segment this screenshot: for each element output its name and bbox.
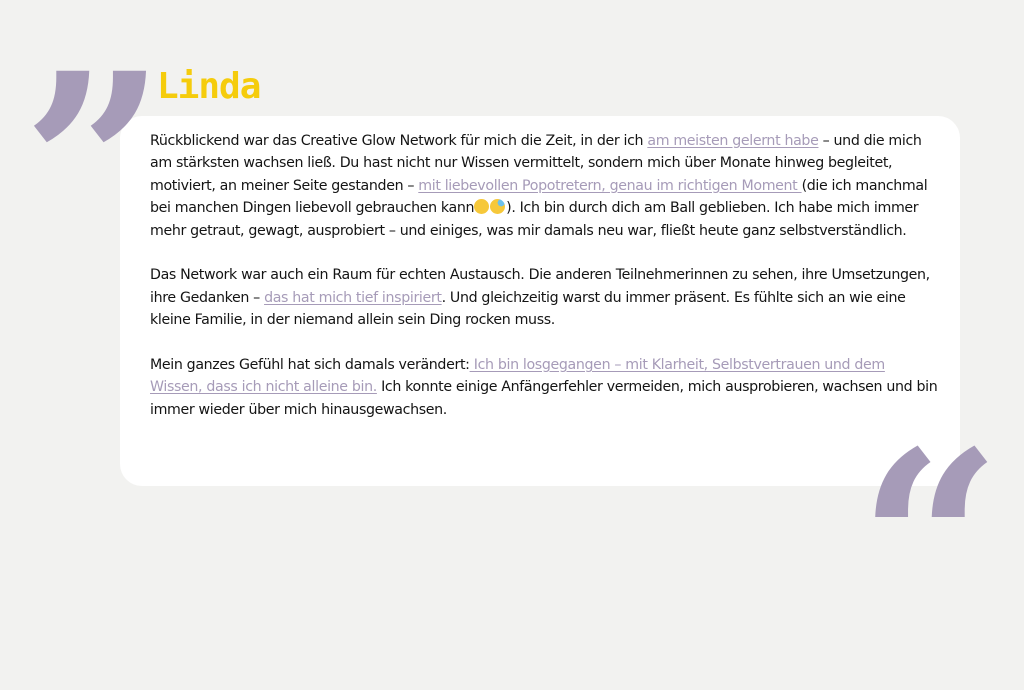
testimonial-author-name: Linda <box>157 66 261 107</box>
highlight-link: am meisten gelernt habe <box>647 133 819 149</box>
text-segment: . Und gleichzeitig warst du immer präsent. Es fühlte sich an wie eine kleine Familie, in der niemand allein sein Ding rocken muss. <box>150 289 906 329</box>
text-segment: Rückblickend war das Creative Glow Network für mich die Zeit, in der ich <box>150 133 648 149</box>
text-segment: Ich konnte einige Anfängerfehler vermeiden, mich ausprobieren, wachsen und bin immer wieder über mich hinausgewachsen. <box>150 379 938 418</box>
highlight-link: mit liebevollen Popotretern, genau im richtigen Moment <box>418 177 802 194</box>
text-segment: (die ich manchmal bei manchen Dingen liebevoll gebrauchen kann <box>150 177 928 217</box>
testimonial-text <box>150 130 940 421</box>
testimonial-paragraph-3 <box>150 354 940 421</box>
text-segment: Mein ganzes Gefühl hat sich damals verändert: <box>150 357 470 374</box>
highlight-link: das hat mich tief inspiriert <box>264 289 442 306</box>
text-segment: – und die mich am stärksten wachsen ließ. Du hast nicht nur Wissen vermittelt, sondern mich über Monate hinweg begleitet, motiviert, an meiner Seite gestanden – <box>150 133 922 194</box>
open-quote-icon: ” <box>22 18 152 312</box>
testimonial-paragraph-1 <box>150 130 940 242</box>
grinning-sweat-face-icon <box>490 199 505 214</box>
text-segment: Das Network war auch ein Raum für echten Austausch. Die anderen Teilnehmerinnen zu sehen, ihre Umsetzungen, ihre Gedanken – <box>150 267 930 306</box>
grinning-face-icon <box>474 199 489 214</box>
close-quote-icon: “ <box>858 396 988 690</box>
testimonial-paragraph-2 <box>150 264 940 331</box>
text-segment: ). Ich bin durch dich am Ball geblieben. Ich habe mich immer mehr getraut, gewagt, ausprobiert – und einiges, was mir damals neu war, fließt heute ganz selbstverständlich. <box>150 200 919 239</box>
highlight-link: Ich bin losgegangen – mit Klarheit, Selbstvertrauen und dem Wissen, dass ich nicht alleine bin. <box>150 357 885 396</box>
